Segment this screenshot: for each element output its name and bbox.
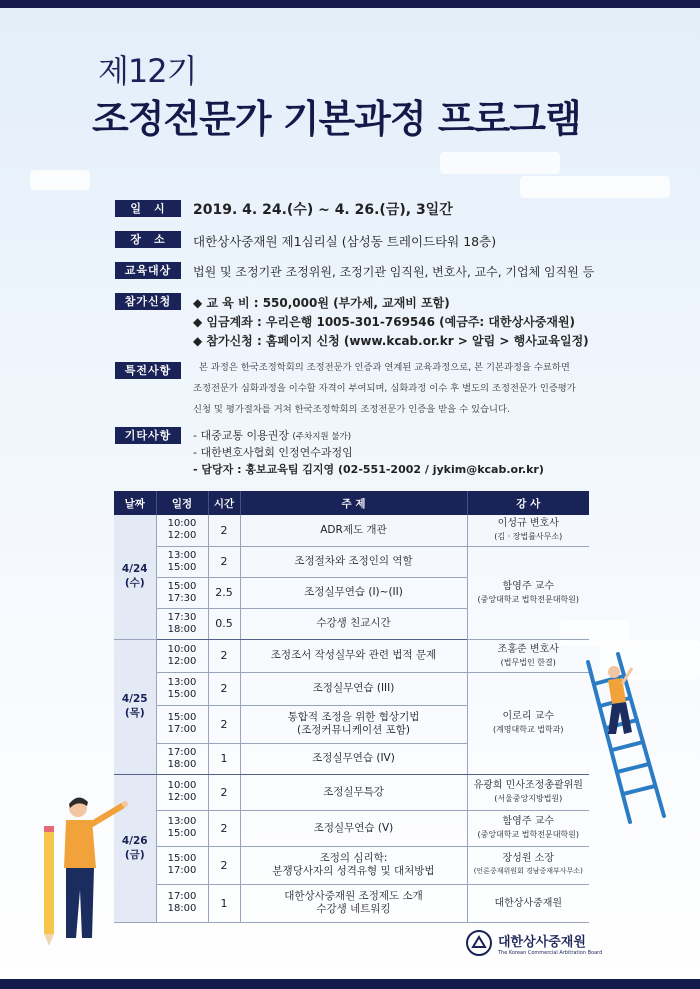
subject-cell [240, 577, 467, 608]
hours-cell: 2 [208, 810, 240, 846]
bg-cloud-block [30, 170, 90, 190]
time-cell [156, 810, 208, 846]
subject-line: 조정조서 작성실무와 관련 법적 문제 [270, 649, 437, 661]
target-value: 법원 및 조정기관 조정위원, 조정기관 임직원, 변호사, 교수, 기업체 임직원 등 [193, 265, 595, 279]
place-label: 장 소 [115, 231, 181, 248]
time-end: 17:30 [167, 592, 197, 604]
speaker-org: (법무법인 한결) [500, 657, 556, 667]
time-start: 15:00 [167, 580, 197, 592]
top-bar [0, 0, 700, 8]
subject-line: 조정실무연습 (V) [313, 821, 394, 834]
etc-1-text: - 대중교통 이용권장 [193, 429, 289, 442]
time-start: 10:00 [167, 518, 197, 530]
time-start: 15:00 [167, 853, 197, 864]
speaker-name: 함영주 교수 [502, 816, 554, 827]
speaker-org: (계명대학교 법학과) [492, 725, 564, 734]
time-end: 15:00 [167, 561, 197, 573]
speaker-cell [467, 515, 589, 546]
speaker-name: 이로리 교수 [502, 711, 554, 722]
table-row [114, 546, 589, 577]
subject-line: 조정절차와 조정인의 역할 [294, 555, 413, 567]
time-cell [156, 672, 208, 705]
speaker-name: 유광희 민사조정총괄위원 [473, 780, 583, 791]
hours-cell: 0.5 [208, 608, 240, 639]
subject-line: 수강생 친교시간 [316, 617, 391, 629]
time-cell [156, 705, 208, 743]
apply-item: ◆ 교 육 비 : 550,000원 (부가세, 교재비 포함) [193, 296, 450, 310]
time-end: 15:00 [167, 828, 197, 839]
header-speaker: 강 사 [467, 491, 589, 515]
day-date: 4/25 [121, 693, 148, 705]
subject-cell [240, 639, 467, 672]
etc-line-3: - 담당자 : 홍보교육팀 김지영 (02-551-2002 / jykim@kcab.or.kr) [193, 463, 544, 476]
time-start: 15:00 [167, 712, 197, 723]
hours-cell: 2 [208, 672, 240, 705]
special-line: 본 과정은 한국조정학회의 조정전문가 인증과 연계된 교육과정으로, 본 기본과정을 수료하면 [199, 362, 570, 373]
kcab-emblem-icon [466, 930, 492, 956]
time-cell [156, 608, 208, 639]
day-cell [114, 639, 156, 774]
subject-line: ADR제도 개관 [320, 523, 387, 536]
speaker-name: 이성규 변호사 [497, 518, 559, 530]
time-end: 12:00 [167, 530, 197, 542]
subject-cell [240, 546, 467, 577]
table-row [114, 672, 589, 705]
bg-cloud-block [520, 176, 670, 198]
hours-cell: 1 [208, 884, 240, 922]
time-end: 17:00 [167, 724, 197, 735]
time-cell [156, 743, 208, 774]
etc-label: 기타사항 [115, 427, 181, 444]
table-row [114, 774, 589, 810]
logo-name-ko: 대한상사중재원 [498, 934, 586, 950]
special-label: 특전사항 [115, 362, 181, 379]
day-date: 4/26 [121, 834, 148, 847]
bottom-bar [0, 979, 700, 989]
time-cell [156, 577, 208, 608]
day-dow: (수) [124, 577, 145, 590]
etc-1-note: (주차지원 불가) [292, 432, 352, 442]
table-row [114, 639, 589, 672]
subject-cell [240, 743, 467, 774]
speaker-name: 장성원 소장 [502, 853, 554, 864]
apply-item: ◆ 참가신청 : 홈페이지 신청 (www.kcab.or.kr > 알림 > 행사교육일정) [193, 334, 589, 348]
hours-cell: 1 [208, 743, 240, 774]
speaker-cell [467, 639, 589, 672]
subject-line: 조정실무특강 [323, 785, 384, 798]
subject-line: 조정의 심리학: [319, 852, 388, 864]
speaker-cell [467, 672, 589, 774]
page-title: 조정전문가 기본과정 프로그램 [92, 97, 581, 141]
table-row [114, 846, 589, 884]
kcab-logo-text [498, 931, 602, 956]
subject-cell [240, 608, 467, 639]
date-value: 2019. 4. 24.(수) ~ 4. 26.(금), 3일간 [193, 202, 453, 218]
speaker-cell [467, 846, 589, 884]
time-end: 17:00 [167, 865, 197, 876]
subject-line-2: 분쟁당사자의 성격유형 및 대처방법 [272, 865, 435, 877]
table-row [114, 515, 589, 546]
bg-cloud-block [440, 152, 560, 174]
subject-line-2: (조정커뮤니케이션 포함) [297, 724, 410, 736]
speaker-org: (김 · 장법률사무소) [494, 532, 563, 542]
subject-cell [240, 515, 467, 546]
subject-line-2: 수강생 네트워킹 [316, 903, 391, 915]
subject-line: 조정실무연습 (IV) [312, 752, 395, 764]
logo-name-en: The Korean Commercial Arbitration Board [498, 949, 603, 956]
header-date: 날짜 [114, 491, 156, 515]
etc-line-1 [193, 427, 351, 443]
header-schedule: 일정 [156, 491, 208, 515]
time-cell [156, 884, 208, 922]
time-start: 17:00 [167, 891, 197, 902]
day-date: 4/24 [121, 563, 148, 576]
day-dow: (목) [124, 707, 145, 719]
special-line: 신청 및 평가절차를 거쳐 한국조정학회의 조정전문가 인증을 받을 수 있습니다. [193, 404, 510, 415]
subject-cell [240, 846, 467, 884]
time-end: 18:00 [167, 758, 197, 770]
hours-cell: 2 [208, 774, 240, 810]
special-line: 조정전문가 심화과정을 이수할 자격이 부여되며, 심화과정 이수 후 별도의 조정전문가 인증평가 [193, 383, 576, 394]
etc-line-2: - 대한변호사협회 인정연수과정임 [193, 446, 353, 459]
speaker-cell [467, 546, 589, 639]
target-label: 교육대상 [115, 262, 181, 279]
time-end: 18:00 [167, 903, 197, 914]
hours-cell: 2.5 [208, 577, 240, 608]
header-subject: 주 제 [240, 491, 467, 515]
time-end: 12:00 [167, 655, 197, 667]
speaker-name: 조홍준 변호사 [497, 643, 559, 655]
table-row [114, 884, 589, 922]
time-start: 13:00 [167, 676, 197, 688]
subject-cell [240, 774, 467, 810]
time-start: 10:00 [167, 643, 197, 655]
time-end: 15:00 [167, 688, 197, 700]
day-dow: (금) [124, 848, 145, 861]
speaker-org: (언론중재위원회 경남중재부사무소) [473, 867, 583, 875]
time-start: 10:00 [167, 780, 197, 791]
speaker-name: 함영주 교수 [502, 580, 554, 592]
special-text [193, 357, 593, 420]
ladder-illustration [580, 640, 690, 825]
subject-line: 조정실무연습 (I)~(II) [304, 586, 403, 598]
time-cell [156, 639, 208, 672]
date-label: 일 시 [115, 200, 181, 217]
subject-cell [240, 810, 467, 846]
speaker-org: (중앙대학교 법학전문대학원) [477, 594, 580, 604]
subject-line: 통합적 조정을 위한 협상기법 [287, 711, 420, 723]
time-cell [156, 546, 208, 577]
speaker-cell [467, 810, 589, 846]
subject-cell [240, 672, 467, 705]
subject-line: 조정실무연습 (III) [312, 682, 395, 694]
edition-label: 제12기 [98, 52, 197, 90]
kcab-logo [466, 930, 602, 956]
speaker-name: 대한상사중재원 [494, 897, 563, 909]
table-row [114, 810, 589, 846]
schedule-table [114, 491, 589, 923]
time-cell [156, 774, 208, 810]
time-start: 13:00 [167, 549, 197, 561]
hours-cell: 2 [208, 639, 240, 672]
hours-cell: 2 [208, 515, 240, 546]
apply-item: ◆ 임금계좌 : 우리은행 1005-301-769546 (예금주: 대한상사중재원) [193, 315, 576, 329]
hours-cell: 2 [208, 705, 240, 743]
time-start: 17:30 [167, 611, 197, 623]
man-pencil-illustration [38, 790, 138, 950]
subject-cell [240, 884, 467, 922]
time-start: 13:00 [167, 816, 197, 827]
time-end: 12:00 [167, 792, 197, 803]
time-cell [156, 846, 208, 884]
subject-cell [240, 705, 467, 743]
time-end: 18:00 [167, 623, 197, 635]
apply-label: 참가신청 [115, 293, 181, 310]
speaker-cell [467, 884, 589, 922]
speaker-cell [467, 774, 589, 810]
hours-cell: 2 [208, 846, 240, 884]
place-value: 대한상사중재원 제1심리실 (삼성동 트레이드타워 18층) [193, 234, 497, 249]
header-hours: 시간 [208, 491, 240, 515]
subject-line: 대한상사중재원 조정제도 소개 [284, 890, 423, 902]
table-header-row [114, 491, 589, 515]
speaker-org: (중앙대학교 법학전문대학원) [477, 830, 580, 839]
time-cell [156, 515, 208, 546]
time-start: 17:00 [167, 746, 197, 758]
day-cell [114, 515, 156, 639]
hours-cell: 2 [208, 546, 240, 577]
speaker-org: (서울중앙지방법원) [494, 794, 563, 803]
